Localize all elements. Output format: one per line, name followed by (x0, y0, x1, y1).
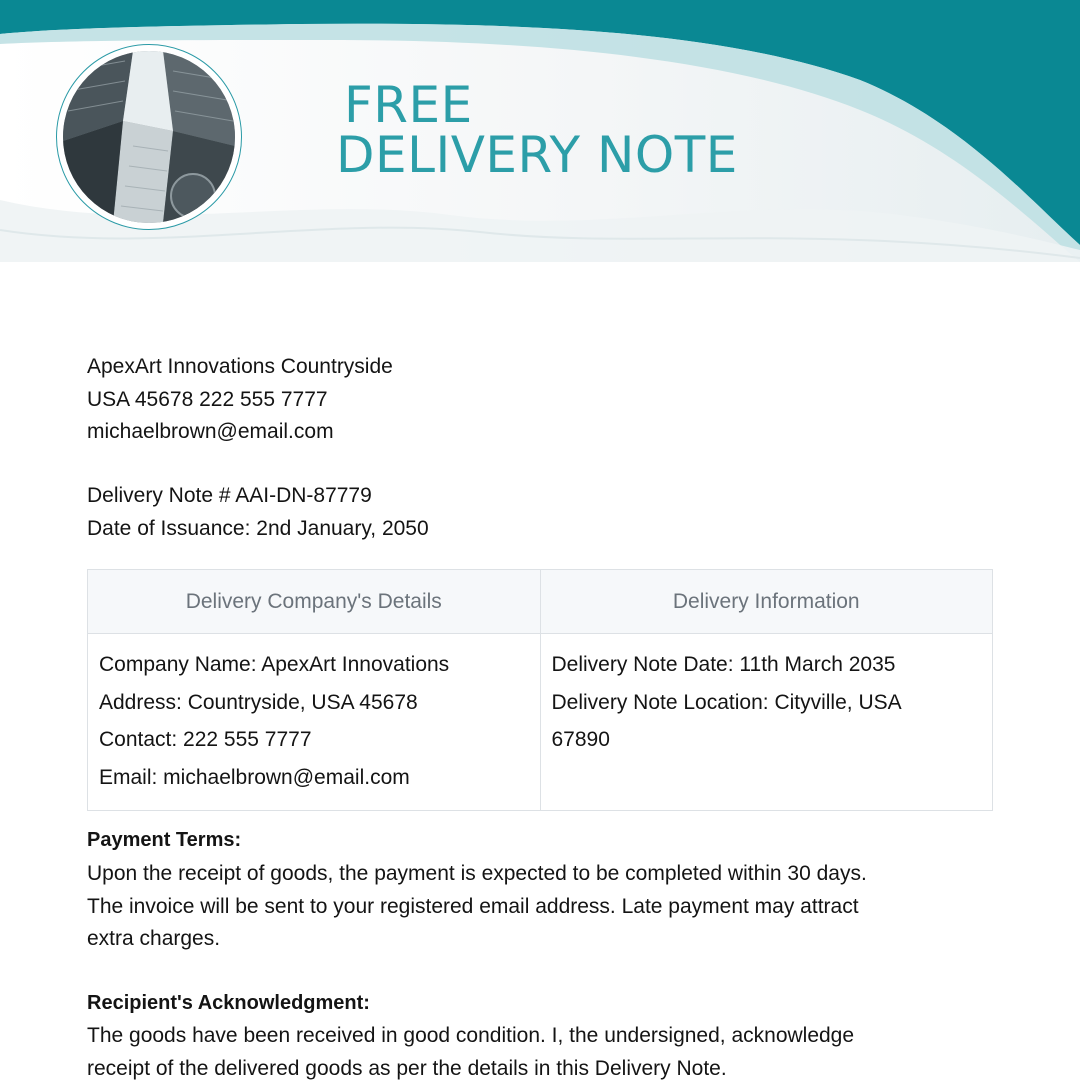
company-email: Email: michaelbrown@email.com (99, 759, 529, 797)
delivery-note-number: Delivery Note # AAI-DN-87779 (87, 480, 429, 513)
header-banner (0, 0, 1080, 262)
title-line-2: DELIVERY NOTE (336, 130, 738, 180)
delivery-note-date: Delivery Note Date: 11th March 2035 (552, 646, 982, 684)
issuance-date: Date of Issuance: 2nd January, 2050 (87, 513, 429, 546)
payment-terms-text (87, 858, 987, 956)
sender-address-phone: USA 45678 222 555 7777 (87, 384, 393, 417)
delivery-info-cell (540, 634, 993, 811)
payment-terms-line: extra charges. (87, 923, 987, 956)
sender-email: michaelbrown@email.com (87, 416, 393, 449)
title-line-1: FREE (336, 80, 738, 130)
payment-terms-heading: Payment Terms: (87, 829, 241, 852)
company-contact: Contact: 222 555 7777 (99, 721, 529, 759)
document-title (336, 80, 738, 180)
acknowledgment-heading: Recipient's Acknowledgment: (87, 992, 370, 1015)
acknowledgment-text (87, 1020, 987, 1085)
note-meta (87, 480, 429, 545)
table-header-info: Delivery Information (540, 570, 993, 634)
company-details-cell (88, 634, 541, 811)
company-name: Company Name: ApexArt Innovations (99, 646, 529, 684)
table-header-company: Delivery Company's Details (88, 570, 541, 634)
sender-company: ApexArt Innovations Countryside (87, 351, 393, 384)
sender-block (87, 351, 393, 449)
company-address: Address: Countryside, USA 45678 (99, 684, 529, 722)
delivery-note-location: Delivery Note Location: Cityville, USA (552, 684, 982, 722)
acknowledgment-line: receipt of the delivered goods as per the details in this Delivery Note. (87, 1053, 987, 1085)
acknowledgment-line: The goods have been received in good condition. I, the undersigned, acknowledge (87, 1020, 987, 1053)
delivery-note-location-zip: 67890 (552, 721, 982, 759)
payment-terms-line: Upon the receipt of goods, the payment is expected to be completed within 30 days. (87, 858, 987, 891)
details-table (87, 569, 993, 811)
building-photo-image (63, 51, 235, 223)
building-photo (56, 44, 242, 230)
payment-terms-line: The invoice will be sent to your registered email address. Late payment may attract (87, 891, 987, 924)
